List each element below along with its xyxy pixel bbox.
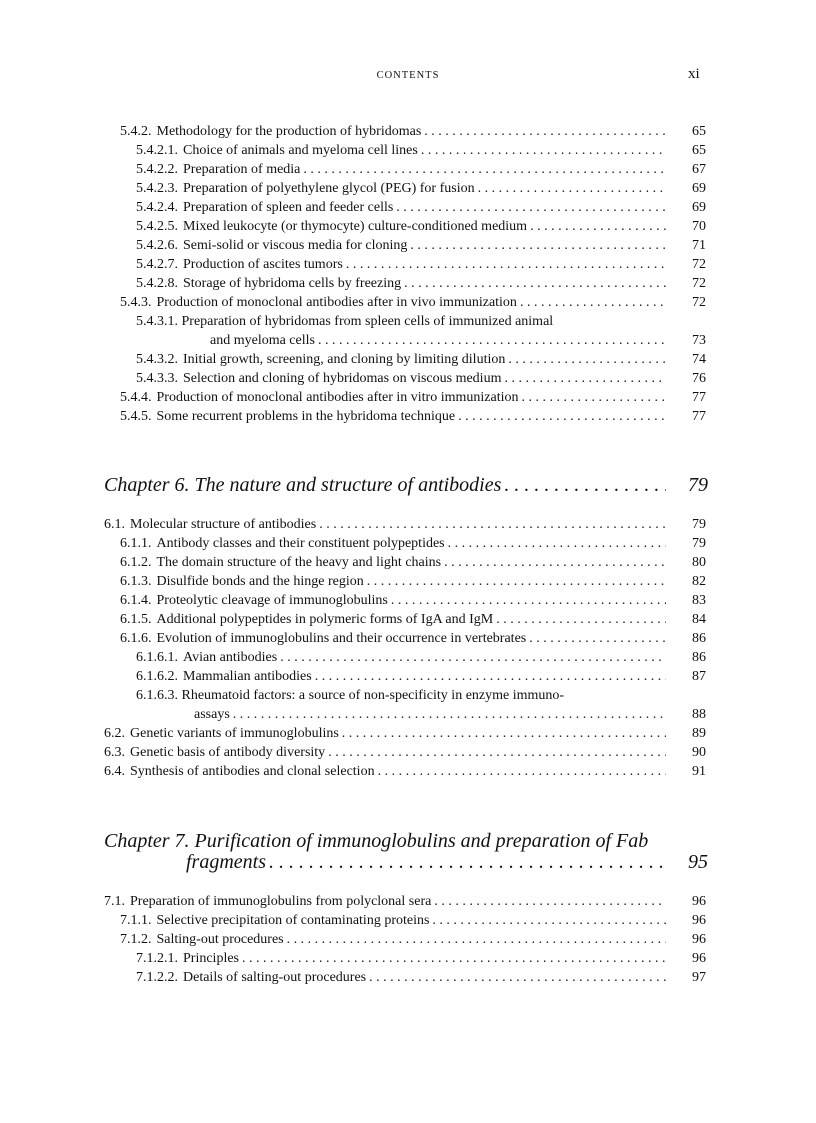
toc-entry-continuation[interactable]: and myeloma cells . . . [210, 331, 666, 350]
toc-page: 86 [692, 631, 706, 646]
chapter-heading-continuation[interactable]: fragments . . . [186, 851, 666, 874]
toc-page: 67 [692, 162, 706, 177]
toc-entry[interactable]: 7.1.2.1. Principles . . . [136, 949, 666, 968]
toc-entry[interactable]: 5.4.3. Production of monoclonal antibodies after in vivo immunization . . . [120, 293, 666, 312]
toc-entry[interactable]: 5.4.2.5. Mixed leukocyte (or thymocyte) culture-conditioned medium . . . [136, 217, 666, 236]
toc-entry[interactable]: 6.1.1. Antibody classes and their constituent polypeptides . . . [120, 534, 666, 553]
toc-page: 77 [692, 390, 706, 405]
toc-page: 96 [692, 913, 706, 928]
toc-entry[interactable]: 6.1.3. Disulfide bonds and the hinge region . . . [120, 572, 666, 591]
toc-page: 91 [692, 764, 706, 779]
toc-entry[interactable]: 6.1.6. Evolution of immunoglobulins and their occurrence in vertebrates . . . [120, 629, 666, 648]
toc-entry[interactable]: 6.3. Genetic basis of antibody diversity . . . [104, 743, 666, 762]
toc-entry[interactable]: 6.1.2. The domain structure of the heavy and light chains . . . [120, 553, 666, 572]
toc-entry[interactable]: 5.4.4. Production of monoclonal antibodies after in vitro immunization . . . [120, 388, 666, 407]
toc-page: 90 [692, 745, 706, 760]
toc-page: 74 [692, 352, 706, 367]
toc-page: 76 [692, 371, 706, 386]
toc-page: 69 [692, 200, 706, 215]
toc-entry[interactable]: 7.1.2. Salting-out procedures . . . [120, 930, 666, 949]
toc-entry[interactable]: 5.4.2.2. Preparation of media . . . [136, 160, 666, 179]
toc-page: 79 [692, 517, 706, 532]
toc-entry[interactable]: 7.1.1. Selective precipitation of contaminating proteins . . . [120, 911, 666, 930]
toc-entry[interactable]: 5.4.5. Some recurrent problems in the hybridoma technique . . . [120, 407, 666, 426]
toc-entry[interactable]: 5.4.3.3. Selection and cloning of hybridomas on viscous medium . . . [136, 369, 666, 388]
toc-page: 72 [692, 295, 706, 310]
toc-entry[interactable]: 5.4.2. Methodology for the production of hybridomas . . . [120, 122, 666, 141]
toc-entry[interactable]: 6.1.6.3. Rheumatoid factors: a source of non-specificity in enzyme immuno- [136, 688, 565, 703]
toc-page: 88 [692, 707, 706, 722]
chapter-heading[interactable]: Chapter 7. Purification of immunoglobulins and preparation of Fab [104, 830, 649, 852]
toc-page: 96 [692, 951, 706, 966]
running-head: CONTENTS [376, 70, 440, 81]
toc-entry[interactable]: 5.4.2.7. Production of ascites tumors . . . [136, 255, 666, 274]
toc-entry[interactable]: 6.2. Genetic variants of immunoglobulins . . . [104, 724, 666, 743]
toc-page: 70 [692, 219, 706, 234]
toc-page: 65 [692, 143, 706, 158]
toc-entry[interactable]: 5.4.3.1. Preparation of hybridomas from spleen cells of immunized animal [136, 314, 554, 329]
toc-entry[interactable]: 5.4.3.2. Initial growth, screening, and cloning by limiting dilution . . . [136, 350, 666, 369]
chapter-page: 79 [688, 474, 708, 496]
chapter-page: 95 [688, 851, 708, 873]
toc-entry[interactable]: 5.4.2.3. Preparation of polyethylene glycol (PEG) for fusion . . . [136, 179, 666, 198]
toc-entry-continuation[interactable]: assays . . . [194, 705, 666, 724]
toc-page: 72 [692, 257, 706, 272]
toc-entry[interactable]: 6.1.5. Additional polypeptides in polymeric forms of IgA and IgM . . . [120, 610, 666, 629]
toc-page: 79 [692, 536, 706, 551]
toc-page: 71 [692, 238, 706, 253]
toc-page: 73 [692, 333, 706, 348]
toc-page: 89 [692, 726, 706, 741]
chapter-heading[interactable]: Chapter 6. The nature and structure of antibodies . . . [104, 474, 666, 497]
toc-page: 97 [692, 970, 706, 985]
toc-page: 96 [692, 894, 706, 909]
toc-page: 82 [692, 574, 706, 589]
toc-page: 83 [692, 593, 706, 608]
toc-entry[interactable]: 5.4.2.4. Preparation of spleen and feeder cells . . . [136, 198, 666, 217]
toc-entry[interactable]: 5.4.2.1. Choice of animals and myeloma cell lines . . . [136, 141, 666, 160]
toc-page: 80 [692, 555, 706, 570]
toc-page: 87 [692, 669, 706, 684]
toc-page: 77 [692, 409, 706, 424]
toc-page: 86 [692, 650, 706, 665]
toc-page: 84 [692, 612, 706, 627]
toc-entry[interactable]: 6.1.6.1. Avian antibodies . . . [136, 648, 666, 667]
toc-entry[interactable]: 6.1. Molecular structure of antibodies . . . [104, 515, 666, 534]
toc-entry[interactable]: 7.1. Preparation of immunoglobulins from polyclonal sera . . . [104, 892, 666, 911]
folio: xi [688, 66, 700, 82]
toc-entry[interactable]: 6.4. Synthesis of antibodies and clonal selection . . . [104, 762, 666, 781]
toc-entry[interactable]: 6.1.6.2. Mammalian antibodies . . . [136, 667, 666, 686]
toc-entry[interactable]: 5.4.2.8. Storage of hybridoma cells by freezing . . . [136, 274, 666, 293]
toc-page: 65 [692, 124, 706, 139]
toc-entry[interactable]: 6.1.4. Proteolytic cleavage of immunoglobulins . . . [120, 591, 666, 610]
toc-page: 69 [692, 181, 706, 196]
toc-entry[interactable]: 7.1.2.2. Details of salting-out procedures . . . [136, 968, 666, 987]
toc-page: 96 [692, 932, 706, 947]
toc-page: 72 [692, 276, 706, 291]
toc-entry[interactable]: 5.4.2.6. Semi-solid or viscous media for cloning . . . [136, 236, 666, 255]
